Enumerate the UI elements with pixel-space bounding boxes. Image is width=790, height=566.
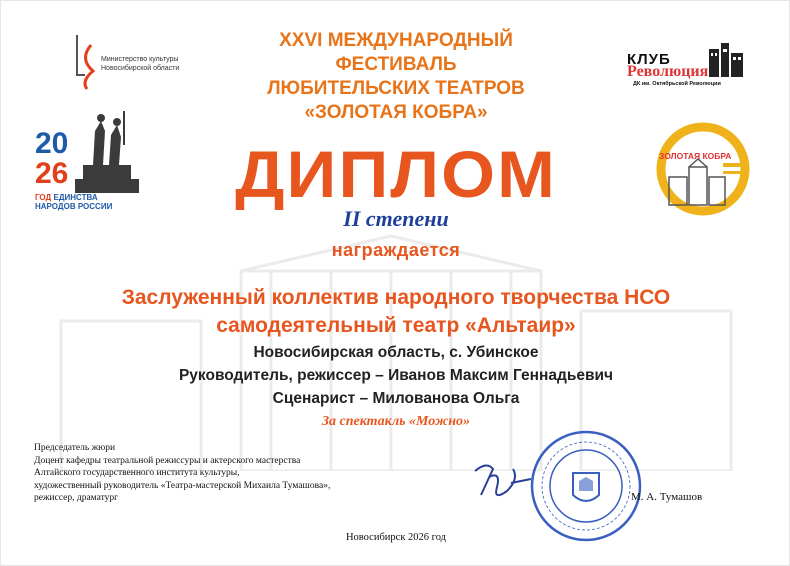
recipient-name bbox=[71, 284, 721, 340]
festival-title-line4: «ЗОЛОТАЯ КОБРА» bbox=[304, 102, 488, 123]
recipient-location: Новосибирская область, с. Убинское bbox=[253, 344, 539, 361]
official-stamp bbox=[529, 429, 644, 544]
year-digits-top: 20 bbox=[35, 127, 69, 160]
jury-line3: Алтайского государственного института культуры, bbox=[34, 468, 240, 478]
signature-name: М. А. Тумашов bbox=[631, 491, 703, 503]
jury-line5: режиссер, драматург bbox=[34, 493, 119, 503]
jury-line2: Доцент кафедры театральной режиссуры и актерского мастерства bbox=[34, 455, 301, 466]
club-name: Революция bbox=[627, 63, 709, 80]
year-logo-caption bbox=[35, 193, 145, 211]
diploma-heading: ДИПЛОМ bbox=[235, 137, 557, 211]
festival-title-line1: XXVI МЕЖДУНАРОДНЫЙ bbox=[279, 30, 513, 51]
festival-title-line2: ФЕСТИВАЛЬ bbox=[335, 54, 457, 75]
club-building-icon bbox=[705, 43, 745, 79]
diploma-degree: II степени bbox=[343, 206, 449, 231]
ministry-logo bbox=[69, 31, 229, 91]
recipient-director: Руководитель, режиссер – Иванов Максим Геннадьевич bbox=[178, 367, 614, 384]
emblem-title: ЗОЛОТАЯ КОБРА bbox=[659, 151, 732, 161]
recipient-writer: Сценарист – Милованова Ольга bbox=[272, 390, 520, 407]
club-subtitle: ДК им. Октябрьской Революции bbox=[633, 81, 721, 87]
recipient-line2: самодеятельный театр «Альтаир» bbox=[216, 314, 576, 337]
festival-title bbox=[231, 29, 561, 125]
monument-icon bbox=[69, 109, 145, 195]
jury-line1: Председатель жюри bbox=[34, 443, 116, 453]
jury-line4: художественный руководитель «Театра-мастерской Михаила Тумашова», bbox=[34, 480, 331, 491]
jury-chairman-block bbox=[34, 442, 464, 505]
performance-title: За спектакль «Можно» bbox=[321, 414, 471, 429]
awarded-label: награждается bbox=[331, 240, 461, 260]
ministry-emblem-icon bbox=[69, 31, 99, 91]
recipient-line1: Заслуженный коллектив народного творчества НСО bbox=[121, 286, 671, 309]
handwritten-signature bbox=[467, 457, 537, 507]
ministry-line2: Новосибирской области bbox=[101, 65, 180, 72]
golden-cobra-emblem bbox=[641, 119, 761, 219]
year-digits-bottom: 26 bbox=[35, 157, 69, 190]
ministry-line1: Министерство культуры bbox=[101, 56, 179, 63]
city-year: Новосибирск 2026 год bbox=[345, 532, 447, 543]
festival-title-line3: ЛЮБИТЕЛЬСКИХ ТЕАТРОВ bbox=[267, 78, 525, 99]
year-caption-line2: НАРОДОВ РОССИИ bbox=[35, 202, 113, 211]
club-word: КЛУБ bbox=[627, 51, 671, 68]
year-caption-year: ГОД bbox=[35, 193, 52, 202]
year-caption-rest: ЕДИНСТВА bbox=[53, 193, 98, 202]
year-of-unity-logo bbox=[35, 109, 145, 209]
club-revolution-logo bbox=[613, 43, 753, 93]
recipient-info bbox=[71, 341, 721, 410]
golden-cobra-emblem-icon bbox=[641, 119, 761, 219]
